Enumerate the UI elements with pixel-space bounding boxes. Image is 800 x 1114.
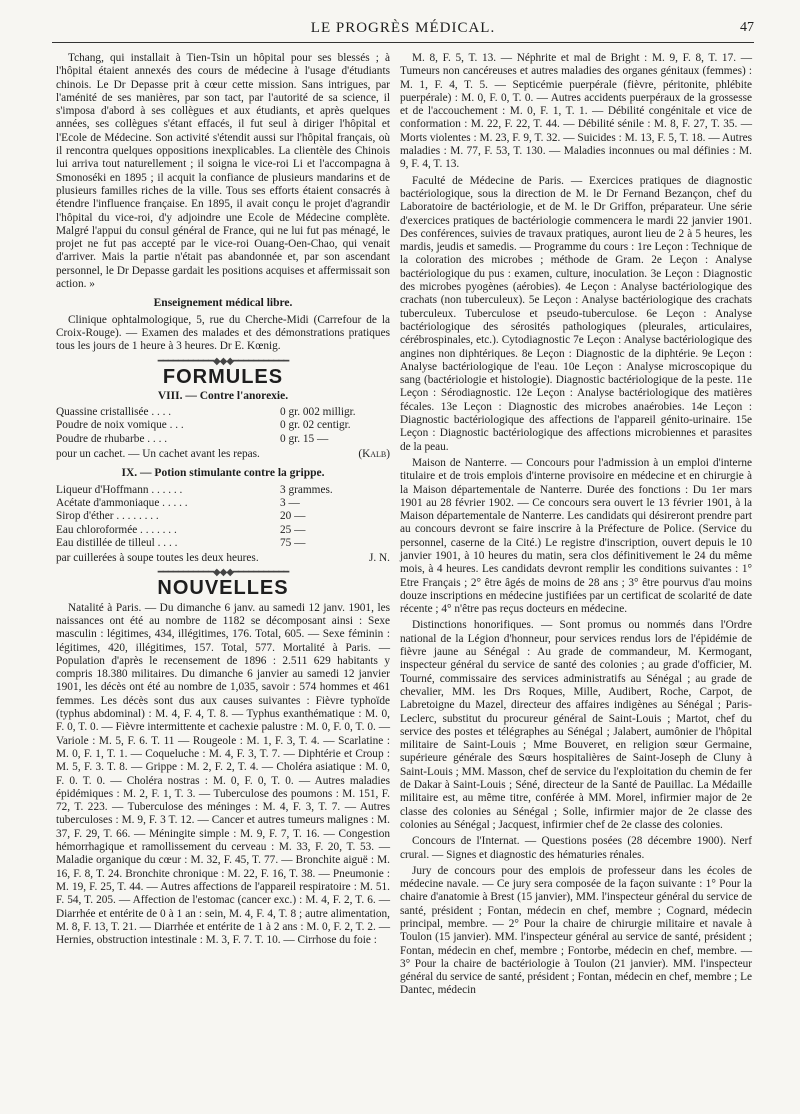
quantity: 20 — bbox=[280, 510, 306, 523]
mortality-continuation: M. 8, F. 5, T. 13. — Néphrite et mal de Bright : M. 9, F. 8, T. 17. — Tumeurs non cancéreuses et autres maladies des organes génitaux (femmes) : M. 1, F. 4, T. 5. — Septicémie puerpérale (fièvre, péritonite, phlébite puerpérale) : M. 0, F. 0, T. 0. — Autres accidents puerpéraux de la grossesse et de l'accouchement : M. 0, F. 1, T. 1. — Débilité congénitale et vice de conformation : M. 22, F. 22, T. 44. — Débilité sénile : M. 8, F. 27, T. 35. — Morts violentes : M. 23, F. 9, T. 32. — Suicides : M. 13, F. 5, T. 18. — Autres maladies : M. 77, F. 53, T. 130. — Maladies inconnues ou mal définies : M. 9, F. 4, T. 13. bbox=[400, 52, 752, 171]
formula-8-title: VIII. — Contre l'anorexie. bbox=[157, 389, 289, 402]
formula-row bbox=[56, 484, 390, 497]
quantity: 25 — bbox=[280, 523, 306, 536]
formules-heading: FORMULES bbox=[162, 365, 284, 388]
quantity: 3 grammes. bbox=[280, 483, 333, 496]
nanterre-paragraph: Maison de Nanterre. — Concours pour l'admission à un emploi d'interne titulaire et de trois emplois d'interne provisoire en médecine et en chirurgie à la Maison départementale de Nanterre. Durée des fonctions : Du 1er mars 1901 au 28 février 1902. — Ce concours sera ouvert le 13 février 1901, à la Maison départementale de Nanterre. Les candidats qui désireront prendre part au concours devront se faire inscrire à la Préfecture de Police. (Service du personnel, caserne de la Cité.) Le registre d'inscription, ouvert depuis le 10 janvier 1901, à 10 heures du matin, sera clos définitivement le 24 du même mois, à 4 heures. Les candidats devront remplir les conditions suivantes : 1° Etre Français ; 2° être âgés de moins de 28 ans ; 3° être pourvus d'au moins douze inscriptions en médecine justifiées par un certificat de scolarité de date récente ; 4° n'être pas reçus docteurs en médecine. bbox=[400, 456, 752, 616]
ingredient: Quassine cristallisée . . . . bbox=[56, 406, 172, 419]
page-header bbox=[52, 14, 754, 43]
enseignement-heading: Enseignement médical libre. bbox=[153, 297, 293, 310]
formula-9-footer bbox=[56, 552, 390, 565]
formula-9-instructions: par cuillerées à soupe toutes les deux heures. bbox=[56, 552, 259, 565]
intro-paragraph: Tchang, qui installait à Tien-Tsin un hôpital pour ses blessés ; à l'hôpital étaient annexés des cours de médecine à l'usage d'étudiants chinois. Le Dr Depasse prit à cœur cette mission. Sans intrigues, par l'aménité de ses manières, par son tact, par l'autorité de sa science, il s'imposa d'abord à ses collègues et aux étudiants, et après quelques années, ses collègues s'étant effacés, il fut seul à diriger l'hôpital et l'Ecole de Médecine. Son activité s'étendit aussi sur l'hôpital français, où il rencontra quelques oppositions inexplicables. La clientèle des Chinois lui arriva tout naturellement ; il soigna le vice-roi Li et l'accompagna à Smonoséki en 1895 ; il acquit la confiance de plusieurs mandarins et de plusieurs familles riches de la ville. Tous ses efforts étaient consacrés à étendre l'influence française. En 1895, il avait conçu le projet d'agrandir l'hôpital du vice-roi, d'y adjoindre une Ecole de Médecine complète. Malgré l'appui du consul général de France, qui ne lui fut pas ménagé, le projet ne fut pas accepté par le vice-roi Ouang-Oen-Chao, qui venait d'arriver. Mais la partie n'était pas abandonnée et, par son ascendant personnel, le Dr Depasse gardait les positions acquises et affermissait son action. » bbox=[56, 52, 390, 291]
ingredient: Sirop d'éther . . . . . . . . bbox=[56, 510, 159, 523]
distinctions-paragraph: Distinctions honorifiques. — Sont promus ou nommés dans l'Ordre national de la Légion d'honneur, pour services rendus lors de l'épidémie de fièvre jaune au Sénégal : Au grade de commandeur, M. Kermogant, inspecteur général du service de santé des colonies ; au grade d'officier, M. Tourné, commissaire des services administratifs au Sénégal ; au grade de chevalier, MM. les Drs Roques, Mille, Audibert, Roche, Carpot, de Labretoigne du Mazel, directeur des affaires indigènes au Sénégal ; Paris-Leclerc, substitut du procureur général de Saint-Louis ; Martot, chef du service des postes et télégraphes au Sénégal ; Jalabert, aumônier de l'hôpital militaire de Saint-Louis ; Mme Bouveret, en religion sœur Germaine, supérieure générale des Sœurs hospitalières de Saint-Joseph de Cluny à Saint-Louis ; MM. Masson, chef de service du l'exploitation du chemin de fer de Dakar à Saint-Louis ; Séné, directeur de la Santé de Pauillac. La Médaille militaire est, au même titre, conférée à MM. Morel, infirmier major de 2e classe des colonies au Sénégal ; Solle, infirmier major de 2e classe des colonies au Sénégal ; Jacquest, infirmier chef de 2e classe des colonies. bbox=[400, 619, 752, 831]
jury-paragraph: Jury de concours pour des emplois de professeur dans les écoles de médecine navale. — Ce jury sera composée de la façon suivante : 1° Pour la chaire d'anatomie à Brest (15 janvier), MM. l'inspecteur général du service de santé, président ; Fontan, médecin en chef, membre ; Cognard, médecin principal, membre. — 2° Pour la chaire de chirurgie militaire et navale à Toulon (15 janvier). MM. l'inspecteur général au service de santé, président ; Fontan, médecin en chef, membre ; Fontorbe, médecin en chef, membre. — 3° Pour la chaire de bactériologie à Toulon (21 janvier). MM. l'inspecteur général du service de santé, président ; Fontan, médecin en chef, membre ; Le Dantec, médecin bbox=[400, 864, 752, 997]
ingredient: Liqueur d'Hoffmann . . . . . . bbox=[56, 483, 183, 496]
nouvelles-text: Natalité à Paris. — Du dimanche 6 janv. au samedi 12 janv. 1901, les naissances ont été au nombre de 1182 se décomposant ainsi : Sexe masculin : légitimes, 434, illégitimes, 176. Total, 605. — Sexe féminin : légitimes, 420, illégitimes, 157. Total, 577. Mortalité à Paris. — Population d'après le recensement de 1896 : 2.511 629 habitants y compris 18.380 militaires. Du dimanche 6 janvier au samedi 12 janvier 1901, les décès ont été au nombre de 1,035, savoir : 574 hommes et 461 femmes. Les décès sont dus aux causes suivantes : Fièvre typhoïde (typhus abdominal) : M. 4, F. 4, T. 8. — Typhus exanthématique : M. 0, F. 0, T. 0. — Fièvre intermittente et cachexie palustre : M. 0, F. 0, T. 0. — Variole : M. 5, F. 6. T. 11 — Rougeole : M. 1, F. 3, T. 4. — Scarlatine : M. 0, F. 1, T. 1. — Coqueluche : M. 4, F. 3, T. 7. — Diphtérie et Croup : M. 5, F. 3. T. 8. — Grippe : M. 2, F. 2, T. 4. — Choléra asiatique : M. 0, F. 0. T. 0. — Choléra nostras : M. 0, F. 0, T. 0. — Autres maladies épidémiques : M. 2, F. 1, T. 3. — Tuberculose des poumons : M. 151, F. 72, T. 223. — Tuberculose des méninges : M. 4, F. 3, T. 7. — Autres tuberculoses : M. 9, F. 3 T. 12. — Cancer et autres tumeurs malignes : M. 37, F. 29, T. 66. — Méningite simple : M. 9, F. 7, T. 16. — Congestion hémorrhagique et ramollissement du cerveau : M. 33, F. 20, T. 53. — Maladie organique du cœur : M. 32, F. 45, T. 77. — Bronchite aiguë : M. 16, F. 8, T. 24. Bronchite chronique : M. 22, F. 16, T. 38. — Pneumonie : M. 19, F. 25, T. 44. — Autres affections de l'appareil respiratoire : M. 51. F. 54, T. 205. — Affection de l'estomac (cancer exc.) : M. 4, F. 2, T. 6. — Diarrhée et entérite de 0 à 1 an : sein, M. 4, F. 4, T. 8 ; autre alimentation, M. 8, F. 13, T. 21. — Diarrhée et entérite de 1 à 2 ans : M. 0, F. 2, T. 2. — Hernies, obstruction intestinale : M. 3, F. 7. T. 10. — Cirrhose du foie : bbox=[56, 601, 390, 947]
formula-row bbox=[56, 537, 390, 550]
journal-title: LE PROGRÈS MÉDICAL. bbox=[310, 20, 496, 36]
enseignement-text: Clinique ophtalmologique, 5, rue du Cherche-Midi (Carrefour de la Croix-Rouge). — Examen des malades et des démonstrations pratiques tous les jours de 1 heure à 3 heures. Dr E. Kœnig. bbox=[56, 313, 390, 353]
formula-row bbox=[56, 433, 390, 446]
formula-9-table bbox=[56, 484, 390, 550]
nouvelles-heading: NOUVELLES bbox=[157, 577, 289, 600]
faculte-paragraph: Faculté de Médecine de Paris. — Exercices pratiques de diagnostic bactériologique, sous la direction de M. le Dr Fernand Bezançon, chef du Laboratoire de bactériologie, et de M. le Dr Griffon, préparateur. Une série d'exercices pratiques de bactériologie commencera le mardi 22 janvier 1901. Des conférences, suivies de travaux pratiques, auront lieu de 2 à 5 heures, les mardis, jeudis et samedis. — Programme du cours : 1re Leçon : Technique de la coloration des microbes ; méthode de Gram. 2e Leçon : Analyse bactériologique du pus : examen, culture, inoculation. 3e Leçon : Diagnostic des microbes pyogènes (aérobies). 4e Leçon : Analyse bactériologique des crachats (non tuberculeux). 5e Leçon : Analyse bactériologique des crachats tuberculeux. Tuberculose et pseudo-tuberculose. 6e Leçon : Analyse bactériologique des sérosités pathologiques (pleurales, articulaires, cérébrospinales, etc.). Cytodiagnostic 7e Leçon : Analyse bactériologique des angines non diphtériques. 8e Leçon : Diagnostic de la diphtérie. 9e Leçon : Analyse bactériologique de l'eau. 10e Leçon : Analyse microscopique du sang (bactériologie et histologie). Diagnostic bactériologique de la peste. 11e Leçon : Sérodiagnostic. 12e Leçon : Analyse bactériologique des matières fécales. 13e Leçon : Diagnostic des microbes anaérobies. 14e Leçon : Diagnostic bactériologique des affections de l'appareil génito-urinaire. 15e Leçon : Diagnostic bactériologique des affections microbiennes et parasites de la peau. bbox=[400, 174, 752, 453]
formula-8-table bbox=[56, 406, 390, 446]
quantity: 0 gr. 02 centigr. bbox=[280, 419, 351, 432]
ingredient: Poudre de rhubarbe . . . . bbox=[56, 432, 168, 445]
internat-paragraph: Concours de l'Internat. — Questions posées (28 décembre 1900). Nerf crural. — Signes et diagnostic des hématuries rénales. bbox=[400, 835, 752, 861]
quantity: 0 gr. 002 milligr. bbox=[280, 406, 356, 419]
ingredient: Acétate d'ammoniaque . . . . . bbox=[56, 496, 188, 509]
page-number: 47 bbox=[740, 20, 754, 35]
formula-8-instructions: pour un cachet. — Un cachet avant les repas. bbox=[56, 448, 260, 461]
quantity: 3 — bbox=[280, 496, 300, 509]
formula-row bbox=[56, 524, 390, 537]
ornament-divider: ━━━━━━━━━━━◆◆◆━━━━━━━━━━━ bbox=[157, 567, 289, 579]
quantity: 75 — bbox=[280, 536, 306, 549]
formula-8-footer bbox=[56, 448, 390, 461]
formula-row bbox=[56, 406, 390, 419]
ornament-divider: ━━━━━━━━━━━◆◆◆━━━━━━━━━━━ bbox=[157, 355, 289, 367]
ingredient: Eau distillée de tilleul . . . . bbox=[56, 536, 178, 549]
formula-9-title: IX. — Potion stimulante contre la grippe. bbox=[121, 467, 325, 480]
formula-8-author: (Kalb) bbox=[358, 448, 390, 461]
ingredient: Eau chloroformée . . . . . . . bbox=[56, 523, 177, 536]
ingredient: Poudre de noix vomique . . . bbox=[56, 419, 184, 432]
formula-row bbox=[56, 497, 390, 510]
formula-row bbox=[56, 419, 390, 432]
quantity: 0 gr. 15 — bbox=[280, 432, 329, 445]
formula-9-author: J. N. bbox=[368, 552, 390, 565]
left-column bbox=[56, 52, 390, 950]
formula-row bbox=[56, 510, 390, 523]
right-column bbox=[400, 52, 752, 1001]
